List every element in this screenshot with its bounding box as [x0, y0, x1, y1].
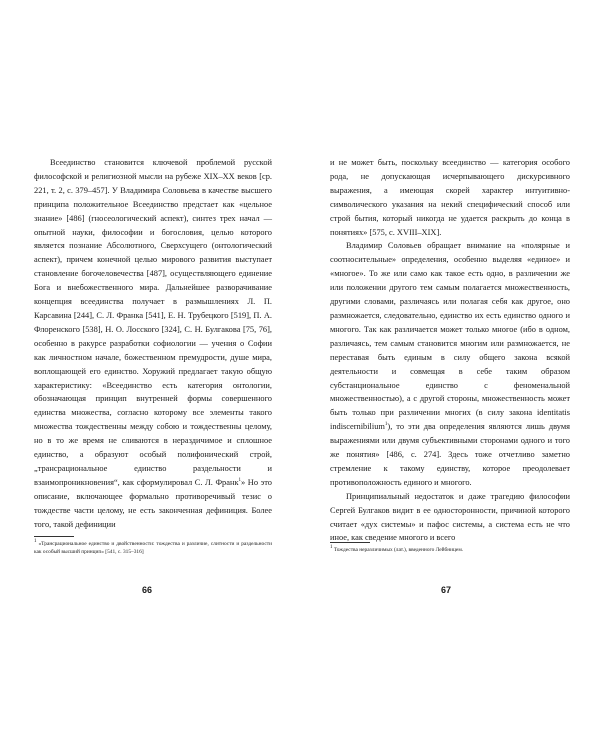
- right-paragraph-2: [330, 239, 570, 489]
- right-footnote: [330, 546, 570, 554]
- left-paragraph-1-text: Всеединство становится ключевой проблемой русской философской и религиозной мысли на рубеже XIX–XX веков [ср. 221, т. 2, с. 379–457]. У Владимира Соловьева в качестве высшего принципа положительное Всеединство предстает как «цельное знание» [486] (гносеологический аспект), синтез трех начал — опытной науки, философии и богословия, целью которого является познание Абсолютного, Сверхсущего (онтологический аспект), причем конечной целью мирового развития выступает становление богочеловечества [487], осуществляющего единение Бога и внебожественного мира. Дальнейшее разворачивание концепция всеединства получает в размышлениях Л. П. Карсавина [244], С. Л. Франка [541], Е. Н. Трубецкого [519], П. А. Флоренского [538], Н. О. Лосского [324], С. Н. Булгакова [75, 76], особенно в ракурсе разработки софиологии — учения о Софии как личностном начале, божественном премудрости, душе мира, воплощающей его единство. Хоружий предлагает такую общую характеристику: «Всеединство есть категория онтологии, обозначающая принцип внутренней формы совершенного единства множества, согласно которому все элементы такого множества тождественны между собою и тождественны целому, но в то же время не сливаются в нераздичимое и сплошное единство, а образуют особый полифонический строй, „трансрациональное единство раздельности и взаимопроникновения“, как сформулировал С. Л. Франк: [34, 158, 272, 487]
- page-number-left: 66: [142, 585, 153, 595]
- right-paragraph-3: Принципиальный недостаток и даже трагедию философии Сергей Булгаков видит в ее односторонности, причиной которого считает «дух системы» и пафос системы, а система есть не что иное, как сведение многого и всего: [330, 491, 570, 543]
- footnote-number: 1: [34, 539, 37, 545]
- footnote-marker: 1: [384, 422, 388, 428]
- footnote-rule: [330, 542, 370, 543]
- left-footnote-text: «Трансрациональное единство и двойственности: тождества и различие, слитности и раздельности как особый высший принцип» [541, с. 315–316]: [34, 541, 272, 555]
- footnote-marker: 1: [238, 478, 242, 484]
- left-footnote: [34, 540, 272, 556]
- left-paragraph-1-tail: » Но это описание, включающее формально противоречивый тезис о тождестве части целому, не есть законченная дефиниция. Более того, такой дефиниции: [34, 477, 272, 529]
- right-page-body: [330, 156, 570, 545]
- page-number-right: 67: [441, 585, 452, 595]
- left-page-body: [34, 156, 272, 531]
- right-paragraph-1: и не может быть, поскольку всеединство — категория особого рода, не допускающая исчерпывающего дискурсивного выражения, а имеющая скорей характер интуитивно-символического указания на некий специфический способ или строй бытия, который никогда не удается раскрыть до конца в понятиях» [575, с. XVIII–XIX].: [330, 158, 570, 237]
- footnote-rule: [34, 536, 74, 537]
- right-footnote-text: Тождества неразличимых (лат.), введенного Лейбницем.: [333, 547, 464, 553]
- right-page: [300, 0, 600, 750]
- right-paragraph-2-tail: ), то эти два определения являются лишь двумя выражениями или двумя субъективными сторонами одного и того же понятия» [486, с. 274]. Здесь тоже отчетливо заметно стремление к такому единству, которое преодолевает противоположность единого и многого.: [330, 422, 570, 487]
- footnote-number: 1: [330, 545, 333, 551]
- right-paragraph-2-text: Владимир Соловьев обращает внимание на «полярные и соотносительные» определения, особенно выделяя «единое» и «многое». То же или само как такое есть одно, в различении же или положении другого тем самым полагается множественность, другими словами, различаясь или полагая себя как другое, оно размножается, следовательно, единство их есть единство одного и многого. Так как различается может только многое (ибо в одном, различаясь, тем самым становится многим или размножается, не переставая быть единым в силу общего закона всякой деятельности и совмещая в себе таким образом субстанциональное единство с феноменальной множественностью), а с другой стороны, множественность может быть только при различении многих (в силу закона identitatis indiscernibilium: [330, 241, 570, 432]
- left-paragraph-1: [34, 156, 272, 531]
